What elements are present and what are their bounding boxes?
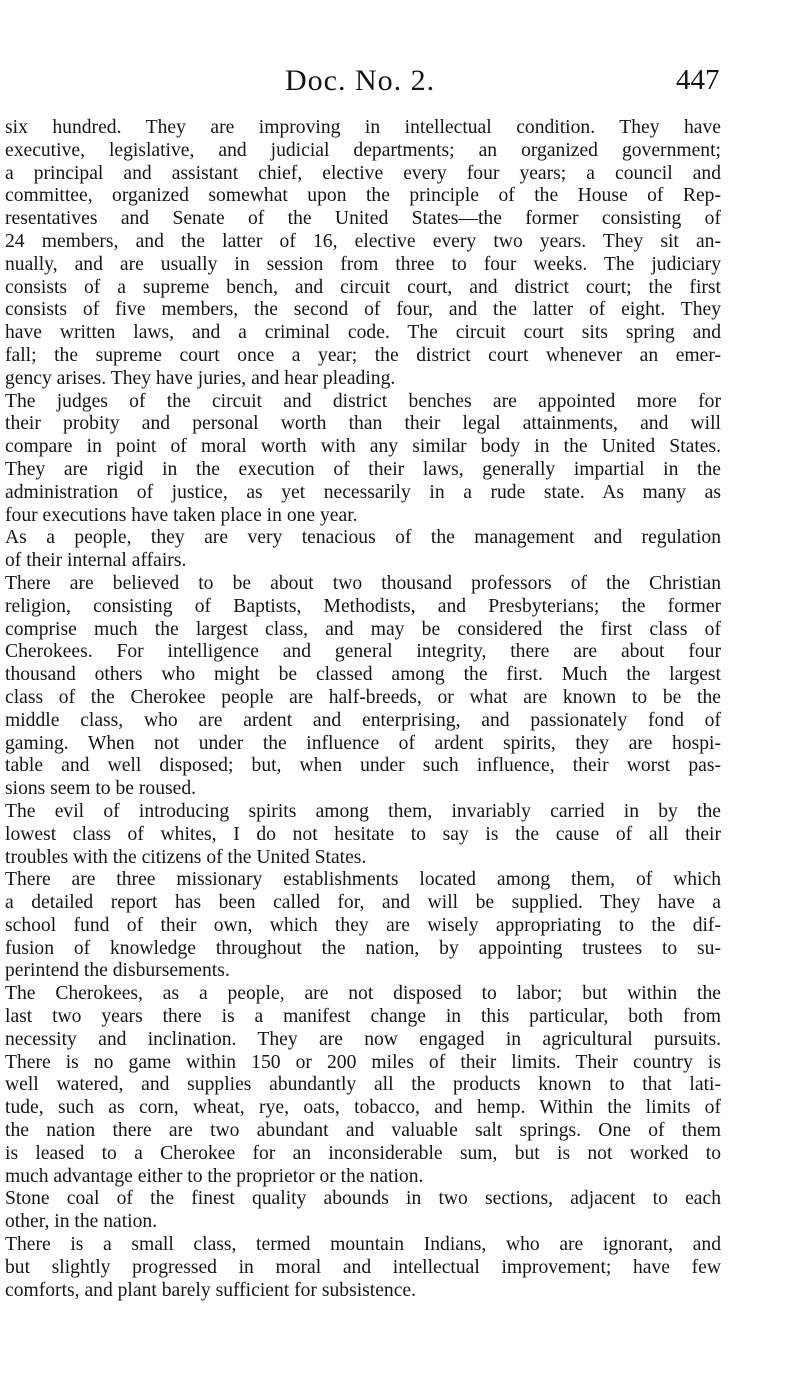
text-line: There is no game within 150 or 200 miles of their limits. Their country is: [5, 1051, 721, 1073]
text-line: fall; the supreme court once a year; the district court whenever an emer-: [5, 344, 721, 366]
text-line: The evil of introducing spirits among them, invariably carried in by the: [5, 800, 721, 822]
text-line: have written laws, and a criminal code. The circuit court sits spring and: [5, 322, 721, 344]
text-line: last two years there is a manifest change in this particular, both from: [5, 1006, 721, 1028]
text-line: lowest class of whites, I do not hesitate to say is the cause of all their: [5, 823, 721, 845]
text-line: There is a small class, termed mountain Indians, who are ignorant, and: [5, 1234, 721, 1256]
text-line: They are rigid in the execution of their laws, generally impartial in the: [5, 458, 721, 480]
text-line: necessity and inclination. They are now engaged in agricultural pursuits.: [5, 1028, 721, 1050]
paragraph-1: [5, 117, 721, 391]
text-line: compare in point of moral worth with any similar body in the United States.: [5, 436, 721, 458]
text-line: four executions have taken place in one year.: [5, 504, 358, 526]
text-line: middle class, who are ardent and enterprising, and passionately fond of: [5, 709, 721, 731]
paragraph-3: [5, 527, 721, 573]
text-line: The judges of the circuit and district benches are appointed more for: [5, 390, 721, 412]
paragraph-6: [5, 869, 721, 983]
page-header: [0, 62, 808, 102]
text-line: gaming. When not under the influence of ardent spirits, they are hospi-: [5, 732, 721, 754]
text-line: Cherokees. For intelligence and general integrity, there are about four: [5, 641, 721, 663]
text-line: well watered, and supplies abundantly all the products known to that lati-: [5, 1074, 721, 1096]
paragraph-5: [5, 801, 721, 869]
text-line: executive, legislative, and judicial departments; an organized government;: [5, 139, 721, 161]
text-line: much advantage either to the proprietor or the nation.: [5, 1165, 424, 1187]
text-line: fusion of knowledge throughout the nation, by appointing trustees to su-: [5, 937, 721, 959]
text-line: other, in the nation.: [5, 1211, 158, 1233]
text-line: religion, consisting of Baptists, Methodists, and Presbyterians; the former: [5, 595, 721, 617]
paragraph-4: [5, 573, 721, 801]
paragraph-2: [5, 391, 721, 528]
text-line: comprise much the largest class, and may be considered the first class of: [5, 618, 721, 640]
text-line: The Cherokees, as a people, are not disposed to labor; but within the: [5, 983, 721, 1005]
text-line: troubles with the citizens of the United States.: [5, 846, 367, 868]
text-line: is leased to a Cherokee for an inconsiderable sum, but is not worked to: [5, 1142, 721, 1164]
text-line: There are believed to be about two thousand professors of the Christian: [5, 572, 721, 594]
text-line: a detailed report has been called for, and will be supplied. They have a: [5, 892, 721, 914]
text-line: school fund of their own, which they are wisely appropriating to the dif-: [5, 914, 721, 936]
text-line: six hundred. They are improving in intellectual condition. They have: [5, 117, 721, 138]
text-line: nually, and are usually in session from three to four weeks. The judiciary: [5, 253, 721, 275]
paragraph-8: [5, 1188, 721, 1234]
text-line: gency arises. They have juries, and hear pleading.: [5, 367, 396, 389]
text-line: resentatives and Senate of the United States—the former consisting of: [5, 208, 721, 230]
text-line: tude, such as corn, wheat, rye, oats, tobacco, and hemp. Within the limits of: [5, 1097, 721, 1119]
page-number: 447: [676, 64, 720, 96]
paragraph-7: [5, 983, 721, 1188]
text-line: class of the Cherokee people are half-breeds, or what are known to be the: [5, 686, 721, 708]
text-line: As a people, they are very tenacious of the management and regulation: [5, 527, 721, 549]
document-title: Doc. No. 2.: [285, 64, 436, 97]
text-line: There are three missionary establishments located among them, of which: [5, 869, 721, 891]
text-line: consists of five members, the second of four, and the latter of eight. They: [5, 299, 721, 321]
text-line: but slightly progressed in moral and intellectual improvement; have few: [5, 1256, 721, 1278]
text-line: the nation there are two abundant and valuable salt springs. One of them: [5, 1120, 721, 1142]
text-line: committee, organized somewhat upon the principle of the House of Rep-: [5, 185, 721, 207]
text-line: of their internal affairs.: [5, 550, 187, 572]
text-line: perintend the disbursements.: [5, 960, 230, 982]
text-line: a principal and assistant chief, elective every four years; a council and: [5, 162, 721, 184]
text-line: administration of justice, as yet necessarily in a rude state. As many as: [5, 481, 721, 503]
text-line: thousand others who might be classed among the first. Much the largest: [5, 664, 721, 686]
paragraph-9: [5, 1234, 721, 1302]
text-line: their probity and personal worth than their legal attainments, and will: [5, 413, 721, 435]
text-line: table and well disposed; but, when under such influence, their worst pas-: [5, 755, 721, 777]
text-line: sions seem to be roused.: [5, 778, 197, 800]
text-line: comforts, and plant barely sufficient for subsistence.: [5, 1279, 416, 1301]
body-text: [5, 117, 721, 1302]
text-line: 24 members, and the latter of 16, elective every two years. They sit an-: [5, 230, 721, 252]
text-line: consists of a supreme bench, and circuit court, and district court; the first: [5, 276, 721, 298]
text-line: Stone coal of the finest quality abounds in two sections, adjacent to each: [5, 1188, 721, 1210]
